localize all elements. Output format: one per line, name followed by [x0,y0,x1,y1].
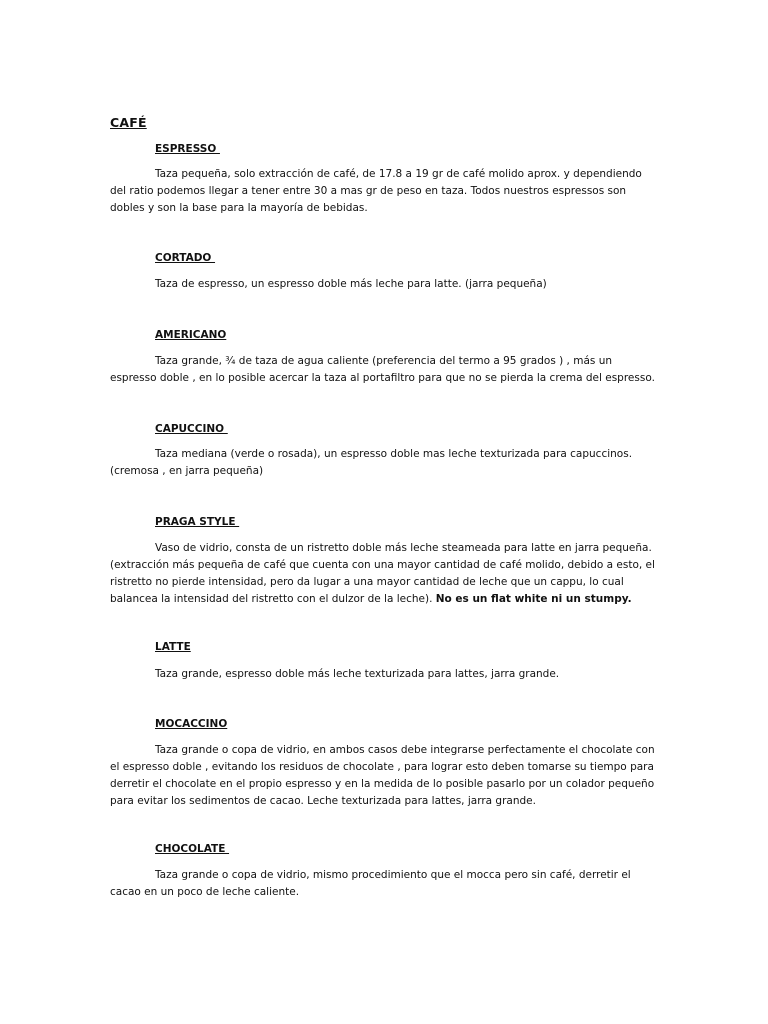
section-text-latte: Taza grande, espresso doble más leche texturizada para lattes, jarra grande. [155,668,560,680]
section-text-chocolate: Taza grande o copa de vidrio, mismo procedimiento que el mocca pero sin café, derretir el cacao en un poco de leche caliente. [110,869,631,898]
section-text-mocaccino: Taza grande o copa de vidrio, en ambos casos debe integrarse perfectamente el chocolate con el espresso doble , evitando los residuos de chocolate , para lograr esto deben tomarse su tiempo para derretir el chocolate en el propio espresso y en la medida de lo posible pasarlo por un colador pequeño para evitar los sedimentos de cacao. Leche texturizada para lattes, jarra grande. [110,744,655,807]
section-heading-chocolate: CHOCOLATE [155,843,230,855]
page-title: CAFÉ [110,115,147,130]
section-text-cortado: Taza de espresso, un espresso doble más leche para latte. (jarra pequeña) [155,278,547,290]
section-heading-cortado: CORTADO [155,252,216,264]
section-heading-capuccino: CAPUCCINO [155,423,228,435]
section-emphasis-praga-style: No es un flat white ni un stumpy. [435,593,632,605]
section-heading-praga-style: PRAGA STYLE [155,516,240,528]
section-heading-mocaccino: MOCACCINO [155,718,228,730]
section-text-espresso: Taza pequeña, solo extracción de café, de 17.8 a 19 gr de café molido aprox. y dependiendo del ratio podemos llegar a tener entre 30 a mas gr de peso en taza. Todos nuestros espressos son dobles y son la base para la mayoría de bebidas. [110,168,642,214]
section-text-capuccino: Taza mediana (verde o rosada), un espresso doble mas leche texturizada para capuccinos. (cremosa , en jarra pequeña) [110,448,633,477]
section-text-americano: Taza grande, ¾ de taza de agua caliente (preferencia del termo a 95 grados ) , más un espresso doble , en lo posible acercar la taza al portafiltro para que no se pierda la crema del espresso. [110,355,655,384]
section-text-praga-style-body: Vaso de vidrio, consta de un ristretto doble más leche steameada para latte en jarra pequeña. (extracción más pequeña de café que cuenta con una mayor cantidad de café molido, debido a esto, el ristretto no pierde intensidad, pero da lugar a una mayor cantidad de leche que un cappu, lo cual balancea la intensidad del ristretto con el dulzor de la leche). [110,542,655,605]
section-heading-americano: AMERICANO [155,329,227,341]
section-text-praga-style [110,540,660,608]
section-heading-latte: LATTE [155,641,191,653]
section-heading-espresso: ESPRESSO [155,143,220,155]
